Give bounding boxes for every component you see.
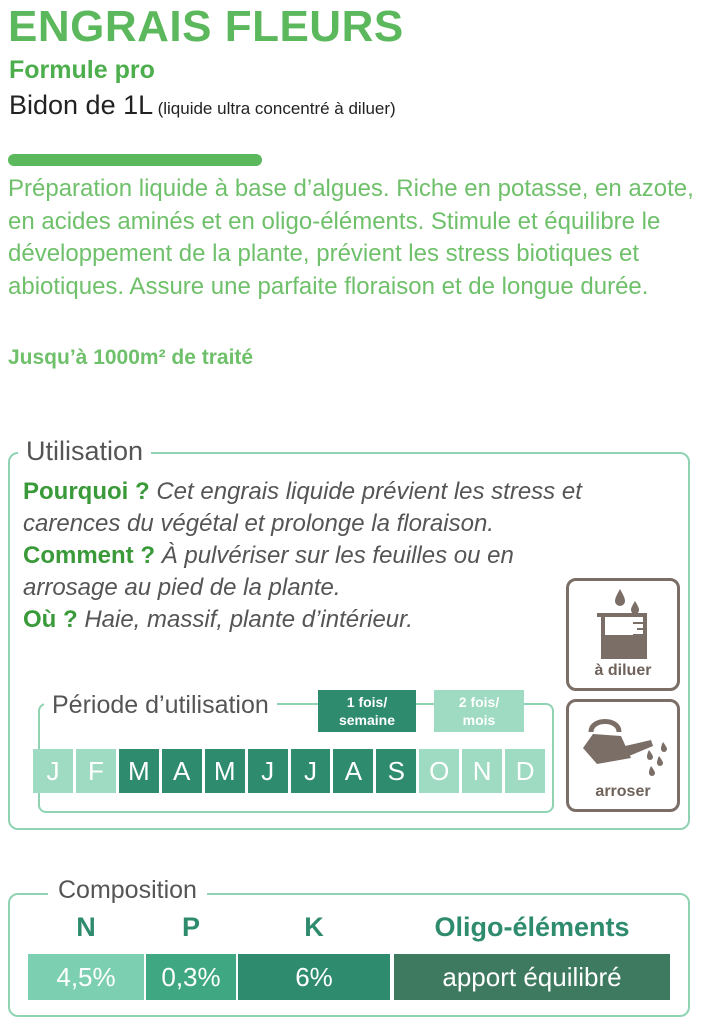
usage-where-text: Haie, massif, plante d’intérieur. <box>77 606 413 633</box>
composition-n-value: 4,5% <box>28 954 144 1000</box>
watering-can-icon <box>577 712 673 784</box>
month-cell: M <box>205 749 245 793</box>
month-cell: S <box>376 749 416 793</box>
month-cell: A <box>162 749 202 793</box>
composition-p-value: 0,3% <box>146 954 236 1000</box>
frequency-weekly-badge <box>318 690 416 732</box>
month-cell: N <box>462 749 502 793</box>
month-calendar <box>33 749 545 793</box>
usage-title: Utilisation <box>18 436 151 467</box>
usage-how-continued: arrosage au pied de la plante. <box>23 574 341 601</box>
period-title: Période d’utilisation <box>44 691 277 720</box>
frequency-monthly-line2: mois <box>462 712 496 728</box>
product-subtitle: Formule pro <box>9 56 155 84</box>
month-cell: J <box>33 749 73 793</box>
month-cell: J <box>291 749 331 793</box>
composition-k-name: K <box>304 912 324 942</box>
usage-where <box>23 606 413 634</box>
month-cell: D <box>505 749 545 793</box>
frequency-weekly-line1: 1 fois/ <box>346 694 388 710</box>
frequency-weekly-line2: semaine <box>338 712 396 728</box>
month-cell: O <box>419 749 459 793</box>
water-label: arroser <box>595 783 651 800</box>
composition-title: Composition <box>48 876 207 905</box>
month-cell: A <box>333 749 373 793</box>
composition-k-value: 6% <box>238 954 390 1000</box>
usage-why-continued: carences du végétal et prolonge la floraison. <box>23 510 494 537</box>
month-cell: J <box>248 749 288 793</box>
dilute-pictogram <box>566 578 680 691</box>
product-line <box>9 90 396 121</box>
product-note: (liquide ultra concentré à diluer) <box>157 99 396 118</box>
product-name: Bidon de 1L <box>9 90 154 120</box>
month-cell: M <box>119 749 159 793</box>
product-description: Préparation liquide à base d’algues. Riche en potasse, en azote, en acides aminés et en oligo-éléments. Stimule et équilibre le développement de la plante, prévient les stress biotiques et abiotiques. Assure une parfaite floraison et de longue durée. <box>8 175 694 300</box>
usage-why-text: Cet engrais liquide prévient les stress et <box>149 478 582 505</box>
composition-oligo-value: apport équilibré <box>394 954 670 1000</box>
usage-why-label: Pourquoi ? <box>23 478 150 505</box>
water-pictogram <box>566 699 680 812</box>
usage-why <box>23 478 582 506</box>
divider-bar <box>8 154 262 166</box>
frequency-monthly-badge <box>434 690 524 732</box>
usage-how-label: Comment ? <box>23 542 155 569</box>
month-cell: F <box>76 749 116 793</box>
frequency-monthly-line1: 2 fois/ <box>458 694 500 710</box>
beaker-icon <box>593 587 655 659</box>
composition-p-name: P <box>181 912 200 942</box>
usage-where-label: Où ? <box>23 606 78 633</box>
coverage-text: Jusqu’à 1000m² de traité <box>8 346 254 369</box>
product-title: ENGRAIS FLEURS <box>8 2 404 51</box>
composition-oligo-name: Oligo-éléments <box>434 912 630 942</box>
dilute-label: à diluer <box>594 662 652 679</box>
composition-n-name: N <box>76 912 96 942</box>
usage-how <box>23 542 514 570</box>
usage-how-text: À pulvériser sur les feuilles ou en <box>155 542 514 569</box>
